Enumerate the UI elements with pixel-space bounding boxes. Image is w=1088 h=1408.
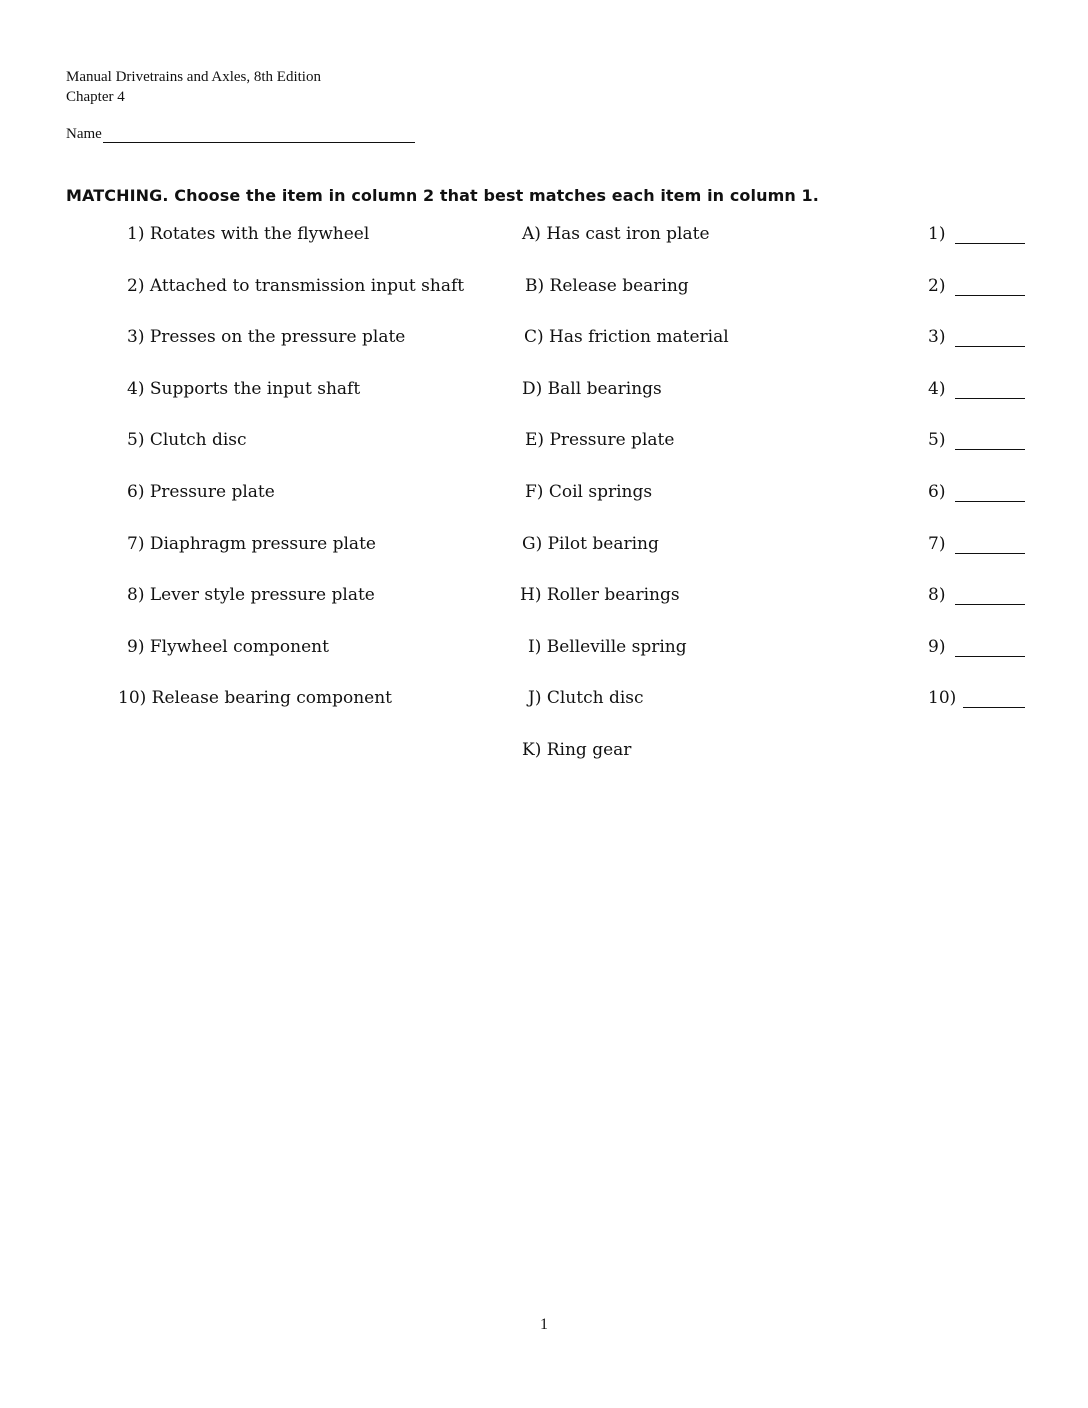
answer-blank[interactable] bbox=[955, 553, 1025, 554]
answer-blank[interactable] bbox=[955, 449, 1025, 450]
column2-item: D) Ball bearings bbox=[522, 378, 662, 399]
page-number: 1 bbox=[540, 1316, 548, 1333]
answer-number: 3) bbox=[928, 327, 946, 348]
answer-blank[interactable] bbox=[955, 656, 1025, 657]
chapter-label: Chapter 4 bbox=[66, 89, 125, 105]
column1-item: 2) Attached to transmission input shaft bbox=[127, 275, 465, 296]
column2-item: J) Clutch disc bbox=[528, 688, 644, 709]
answer-blank[interactable] bbox=[955, 604, 1025, 605]
column1-item: 3) Presses on the pressure plate bbox=[127, 327, 406, 348]
column2-item: E) Pressure plate bbox=[525, 430, 675, 451]
column1-item: 5) Clutch disc bbox=[127, 430, 247, 451]
name-row bbox=[66, 125, 415, 143]
column1-item: 8) Lever style pressure plate bbox=[127, 585, 375, 606]
column1-item: 4) Supports the input shaft bbox=[127, 378, 361, 399]
column1-item: 7) Diaphragm pressure plate bbox=[127, 533, 376, 554]
answer-number: 5) bbox=[928, 430, 946, 451]
answer-number: 7) bbox=[928, 533, 946, 554]
answer-blank[interactable] bbox=[955, 346, 1025, 347]
column2-item: I) Belleville spring bbox=[528, 636, 687, 657]
answer-number: 10) bbox=[928, 688, 957, 709]
answer-number: 4) bbox=[928, 378, 946, 399]
column1-item: 6) Pressure plate bbox=[127, 482, 275, 502]
answer-blank[interactable] bbox=[955, 501, 1025, 502]
column2-item: H) Roller bearings bbox=[520, 585, 680, 606]
column2-item: G) Pilot bearing bbox=[522, 533, 659, 554]
column2-item: K) Ring gear bbox=[522, 740, 632, 760]
answer-blank[interactable] bbox=[955, 398, 1025, 399]
answer-number: 6) bbox=[928, 482, 946, 502]
column2-item: C) Has friction material bbox=[524, 327, 729, 348]
answer-number: 1) bbox=[928, 224, 946, 244]
column1-item: 10) Release bearing component bbox=[118, 688, 393, 709]
name-label: Name bbox=[66, 126, 102, 142]
answer-number: 2) bbox=[928, 275, 946, 296]
column2-item: A) Has cast iron plate bbox=[522, 224, 710, 244]
answer-number: 8) bbox=[928, 585, 946, 606]
book-title: Manual Drivetrains and Axles, 8th Edition bbox=[66, 69, 321, 85]
answer-blank[interactable] bbox=[955, 295, 1025, 296]
instructions: MATCHING. Choose the item in column 2 that best matches each item in column 1. bbox=[66, 186, 819, 205]
column2-item: B) Release bearing bbox=[525, 275, 689, 296]
column1-item: 9) Flywheel component bbox=[127, 636, 329, 657]
answer-blank[interactable] bbox=[963, 707, 1025, 708]
column2-item: F) Coil springs bbox=[525, 482, 653, 502]
column1-item: 1) Rotates with the flywheel bbox=[127, 224, 370, 244]
answer-number: 9) bbox=[928, 636, 946, 657]
name-field[interactable] bbox=[103, 125, 415, 143]
answer-blank[interactable] bbox=[955, 243, 1025, 244]
